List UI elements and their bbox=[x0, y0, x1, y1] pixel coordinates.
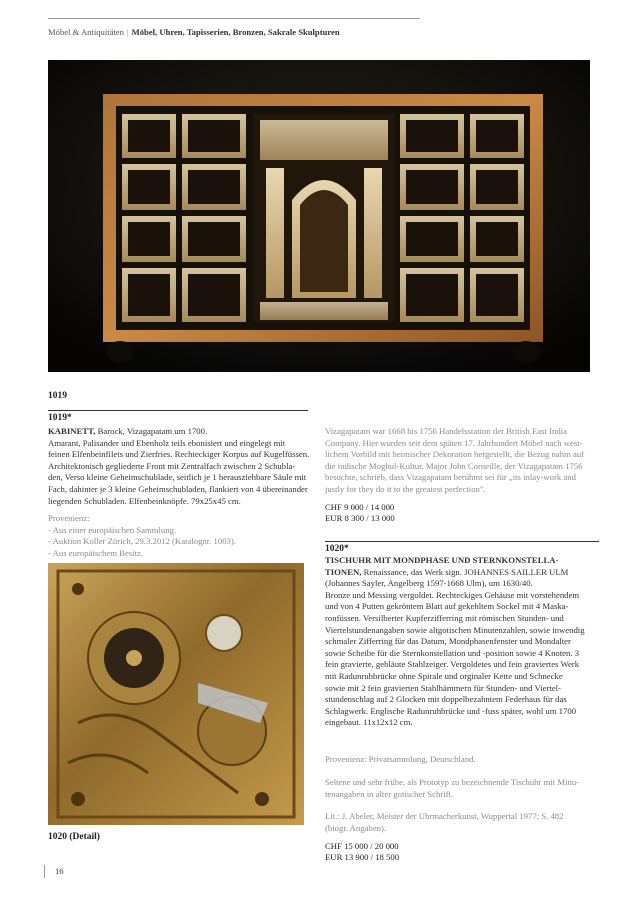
lot-1019-number: 1019* bbox=[48, 413, 72, 423]
lot-1020-price bbox=[325, 841, 399, 863]
note-line: Vizagapatam war 1668 bis 1756 Handelsstation der British East India bbox=[325, 426, 567, 436]
header-subsection: Möbel, Uhren, Tapisserien, Bronzen, Sakrale Skulpturen bbox=[131, 27, 340, 37]
lot-1020-desc-line: Schlagwerk. Englische Radunruhbrücke und -fuss später, wohl um 1700 bbox=[325, 705, 577, 716]
lot-1020-desc-line: schmaler Zifferring für das Datum, Mondphasenfenster und Mondalter bbox=[325, 636, 571, 647]
lot-1020-desc-line: sowie mit 2 fein gravierten Stahlhämmern für Stunden- und Viertel- bbox=[325, 682, 561, 693]
literature-line: Lit.: J. Abeler, Meister der Uhrmacherkunst, Wuppertal 1977; S. 482 bbox=[325, 811, 564, 821]
clock-drawing bbox=[48, 563, 304, 825]
clock-image bbox=[48, 563, 304, 825]
lot-1020-description bbox=[325, 555, 610, 729]
lot-1020-literature bbox=[325, 811, 610, 834]
lot-1020-desc-line: Viertelstundenangaben sowie altgotischen Minutenzahlen, sowie inwendig bbox=[325, 624, 585, 635]
lot-1019-provenance bbox=[48, 513, 310, 559]
lot-1020-desc-line: und von 4 Putten gekröntem Blatt auf gekehltem Sockel mit 4 Maska- bbox=[325, 601, 569, 612]
note-line: die indische Moghul-Kultur. Major John Corneille, der Vizagapatam 1756 bbox=[325, 460, 583, 471]
cabinet-drawing bbox=[48, 60, 590, 372]
header-separator: | bbox=[126, 27, 129, 37]
lot-1020-caption: 1020 (Detail) bbox=[48, 832, 100, 842]
lot-1019-caption: 1019 bbox=[48, 391, 67, 401]
provenance-line: - Aus europäischem Besitz. bbox=[48, 547, 144, 558]
remark-line: Seltene und sehr frühe, als Prototyp zu bezeichnende Tischuhr mit Minu- bbox=[325, 777, 580, 787]
lot-1019-desc-line: den, Verso kleine Geheimschublade, seitlich je 1 herausziehbare Säule mit bbox=[48, 472, 307, 483]
lot-1019-desc-line: feinen Elfenbeinfilets und Zierfries. Rechteckiger Korpus auf Kugelfüssen. bbox=[48, 449, 310, 460]
lot-1020-desc-line: eingebaut. 11x12x12 cm. bbox=[325, 717, 413, 728]
lot-1020-desc-line: Renaissance, das Werk sign. JOHANNES SAILLER ULM bbox=[361, 566, 569, 577]
note-line: lichem Vorbild mit heimischer Dekoration hergestellt, die Bezug nahm auf bbox=[325, 449, 585, 460]
lot-1020-desc-line: ronfüssen. Versilberter Kupferzifferring mit römischen Stunden- und bbox=[325, 612, 564, 623]
lot-1019-desc-line: liegenden Schubladen. Elfenbeinknöpfe. 79x25x45 cm. bbox=[48, 495, 241, 506]
lot-1020-desc-line: sowie Scheibe für die Sternkonstellation und -position sowie 4 Knoten. 3 bbox=[325, 647, 580, 658]
lot-1019-desc-line: Fach, dahinter je 3 kleine Geheimschubladen, flankiert von 4 übereinander bbox=[48, 483, 308, 494]
provenance-line: Provenienz: bbox=[48, 513, 90, 523]
lot-1019-note bbox=[325, 426, 605, 496]
header-rule bbox=[48, 18, 420, 19]
lot-1020-desc-line: mit Radunruhbrücke ohne Spirale und orginaler Kette und Schnecke bbox=[325, 670, 563, 681]
note-line: besuchte, schrieb, dass Vizagapatam berühmt sei für „its inlay-work and bbox=[325, 472, 576, 483]
lot-1020-provenance: Provenienz: Privatsammlung, Deutschland. bbox=[325, 754, 476, 764]
lot-1020-desc-line: stundenschlag auf 2 Glocken mit doppelbezahntem Federhaus für das bbox=[325, 694, 567, 705]
price-chf: CHF 15 000 / 20 000 bbox=[325, 841, 399, 851]
lot-1020-desc-line: (Johannes Sayler, Angelberg 1597-1668 Ulm), um 1630/40. bbox=[325, 578, 533, 589]
provenance-line: - Auktion Koller Zürich, 29.3.2012 (Katalognr. 1003). bbox=[48, 536, 236, 547]
lot-1020-title: TISCHUHR MIT MONDPHASE UND STERNKONSTELLA- bbox=[325, 555, 559, 565]
lot-1019-description bbox=[48, 426, 310, 507]
lot-1019-desc-line: Amarant, Palisander und Ebenholz teils ebonisiert und eingelegt mit bbox=[48, 437, 286, 448]
footer-bar bbox=[44, 865, 45, 878]
lot-1020-rule bbox=[325, 541, 599, 542]
lot-1019-desc-line: Architektonisch gegliederte Front mit Zentralfach zwischen 2 Schubla- bbox=[48, 460, 296, 471]
lot-1019-title: KABINETT, bbox=[48, 426, 96, 436]
lot-1019-rule bbox=[48, 410, 308, 411]
lot-1020-remark bbox=[325, 777, 610, 800]
running-header bbox=[48, 27, 340, 37]
cabinet-image bbox=[48, 60, 590, 372]
lot-1020-number: 1020* bbox=[325, 544, 349, 554]
price-eur: EUR 13 900 / 18 500 bbox=[325, 852, 400, 862]
price-eur: EUR 8 300 / 13 000 bbox=[325, 513, 395, 523]
lot-1020-title-cont: TIONEN, bbox=[325, 566, 362, 577]
lot-1020-desc-line: fein gravierte, gebläute Stahlzeiger. Vergoldetes und fein graviertes Werk bbox=[325, 659, 580, 670]
lot-1019-price bbox=[325, 502, 395, 524]
note-line: justly for they do it to the greatest perfection". bbox=[325, 483, 486, 494]
provenance-line: - Aus einer europäischen Sammlung. bbox=[48, 524, 177, 535]
note-line: Company. Hier wurden seit dem späten 17. Jahrhundert Möbel nach west- bbox=[325, 437, 583, 448]
header-section: Möbel & Antiquitäten bbox=[48, 27, 124, 37]
remark-line: tenangaben in alter gotischer Schrift. bbox=[325, 788, 454, 799]
lot-1020-desc-line: Bronze und Messing vergoldet. Rechteckiges Gehäuse mit vorstehendem bbox=[325, 589, 580, 600]
price-chf: CHF 9 000 / 14 000 bbox=[325, 502, 395, 512]
lot-1019-desc-line: Barock, Vizagapatam um 1700. bbox=[95, 426, 208, 436]
page-number: 16 bbox=[55, 866, 64, 876]
literature-line: (biogr. Angaben). bbox=[325, 822, 387, 833]
